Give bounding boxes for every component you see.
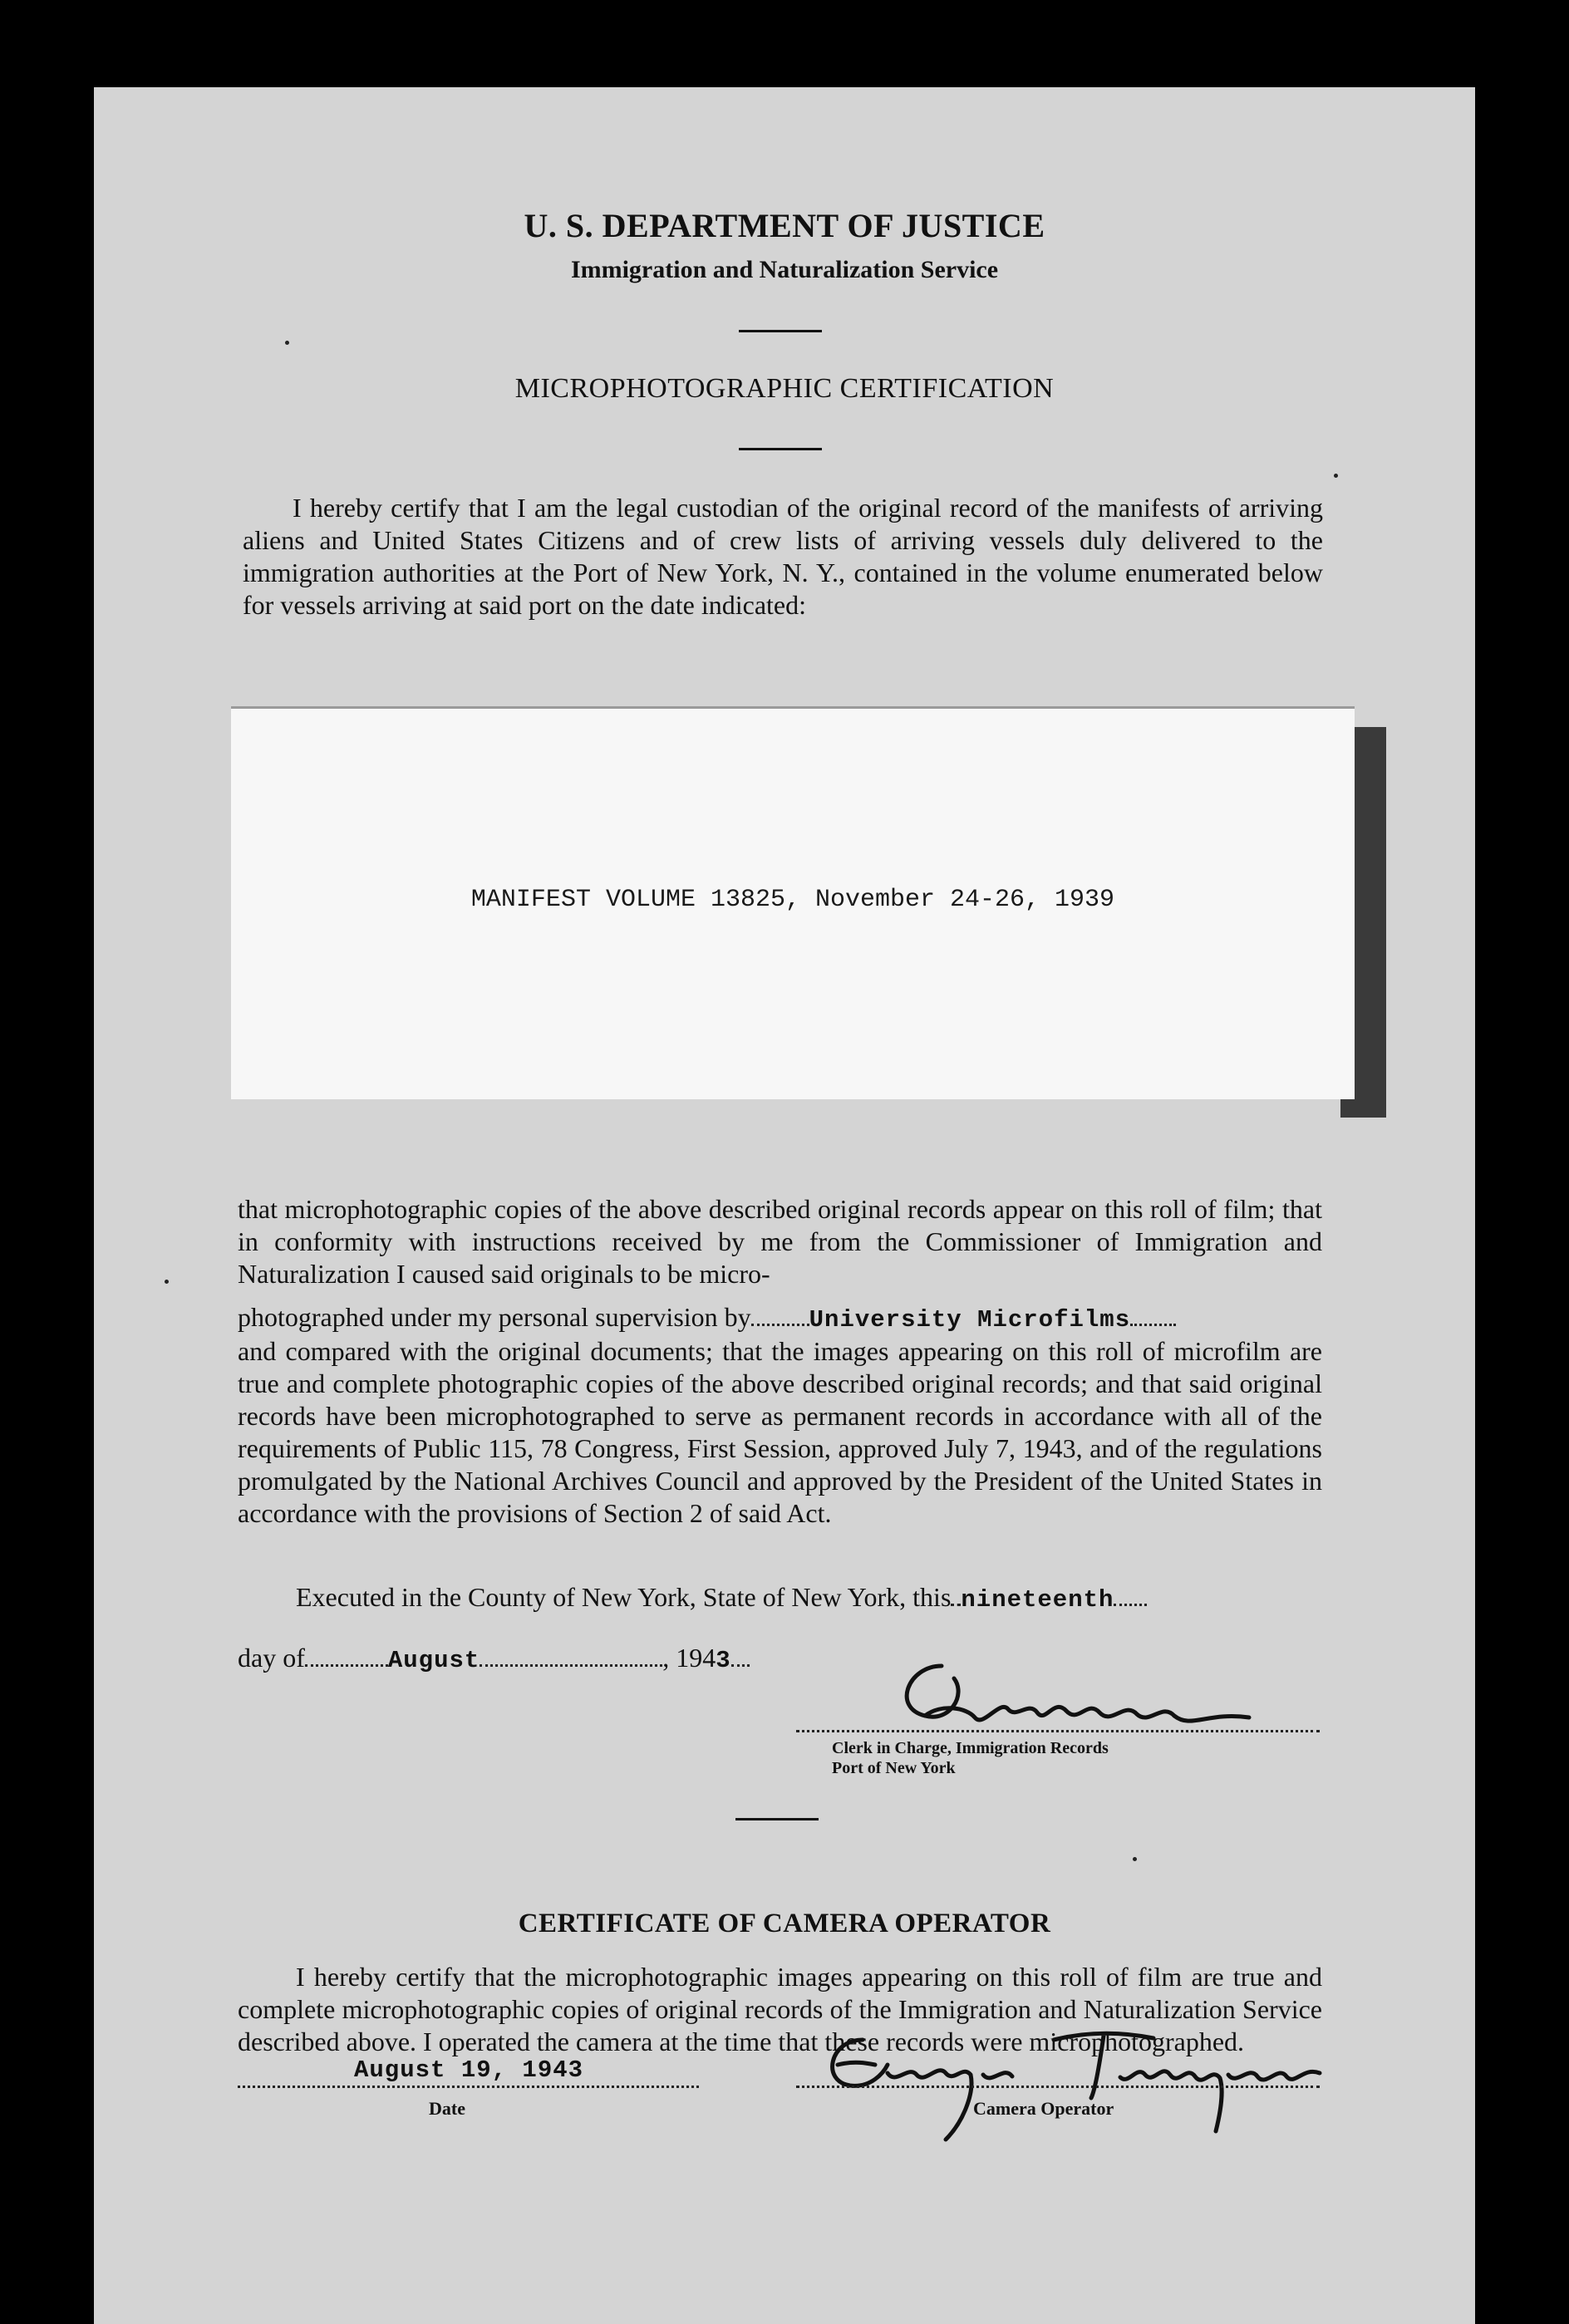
year-trailer: [731, 1664, 750, 1667]
date-label: Date: [429, 2098, 465, 2119]
date-line: [238, 2084, 699, 2088]
executed-day: nineteenth: [961, 1586, 1114, 1614]
body-part-1: that microphotographic copies of the above described original records appear on this roll of film; that in conformity with instructions received by me from the Commissioner of Immigration and Naturalization I caused said originals to be micro-: [238, 1194, 1322, 1289]
camera-date-value: August 19, 1943: [354, 2056, 584, 2084]
operator-signature-line: [796, 2084, 1320, 2088]
intro-text: I hereby certify that I am the legal custodian of the original record of the manifests of arriving aliens and United States Citizens and of crew lists of arriving vessels duly delivered to the immigration authorities at the Port of New York, N. Y., contained in the volume enumerated below for vessels arriving at said port on the date indicated:: [243, 493, 1323, 620]
month-leader: [305, 1664, 388, 1667]
agency-value: University Microfilms: [809, 1306, 1131, 1334]
department-title: U. S. DEPARTMENT OF JUSTICE: [524, 207, 1045, 244]
agency-prefix: photographed under my personal supervision by: [238, 1302, 751, 1332]
executed-leader: [951, 1604, 961, 1606]
camera-section-divider: [735, 1818, 819, 1820]
camera-operator-label: Camera Operator: [973, 2098, 1114, 2119]
section-title: MICROPHOTOGRAPHIC CERTIFICATION: [514, 373, 1055, 404]
paper-speck: [1334, 474, 1338, 478]
day-of-label: day of: [238, 1643, 305, 1673]
camera-paragraph-text: I hereby certify that the microphotographic images appearing on this roll of film are true and complete microphotographic copies of original records of the Immigration and Naturalization Service described above. I operated the camera at the time that these records were microphotographed.: [238, 1962, 1322, 2056]
certificate-page: [94, 87, 1475, 2324]
operator-signature-icon: [804, 2015, 1336, 2148]
executed-trailer: [1114, 1604, 1147, 1606]
section-divider: [739, 448, 822, 450]
paper-speck: [285, 341, 289, 345]
body-part-2: and compared with the original documents; that the images appearing on this roll of microfilm are true and complete photographic copies of the above described original records; and that said original records have been microphotographed to serve as permanent records in accordance with all of the requirements of Public 115, 78 Congress, First Session, approved July 7, 1943, and of the regulations promulgated by the National Archives Council and approved by the President of the United States in accordance with the provisions of Section 2 of said Act.: [238, 1336, 1322, 1528]
paper-speck: [165, 1280, 169, 1284]
executed-line: [296, 1582, 1147, 1614]
year-digit: 3: [716, 1647, 731, 1674]
clerk-caption-line-1: Clerk in Charge, Immigration Records: [832, 1739, 1109, 1757]
clerk-signature-line: [796, 1728, 1320, 1732]
agency-trailer: [1130, 1324, 1176, 1326]
month-value: August: [387, 1647, 480, 1674]
header-divider: [739, 330, 822, 332]
service-subtitle: Immigration and Naturalization Service: [570, 256, 999, 283]
month-trailer: [480, 1664, 662, 1667]
body-paragraph: [238, 1193, 1322, 1290]
manifest-label: MANIFEST VOLUME 13825, November 24-26, 1939: [470, 886, 1115, 914]
executed-prefix: Executed in the County of New York, State of New York, this: [296, 1582, 952, 1612]
day-of-line: [238, 1643, 750, 1674]
paper-speck: [1133, 1857, 1137, 1861]
camera-certificate-title: CERTIFICATE OF CAMERA OPERATOR: [518, 1909, 1051, 1938]
clerk-caption: [832, 1738, 1109, 1778]
year-prefix: , 194: [662, 1643, 716, 1673]
clerk-caption-line-2: Port of New York: [832, 1759, 956, 1777]
clerk-signature-icon: [875, 1649, 1307, 1741]
intro-paragraph: [243, 492, 1323, 622]
body-paragraph-continued: [238, 1335, 1322, 1530]
agency-line: [238, 1302, 1176, 1334]
manifest-slip: [231, 706, 1355, 1099]
agency-leader: [751, 1324, 809, 1326]
